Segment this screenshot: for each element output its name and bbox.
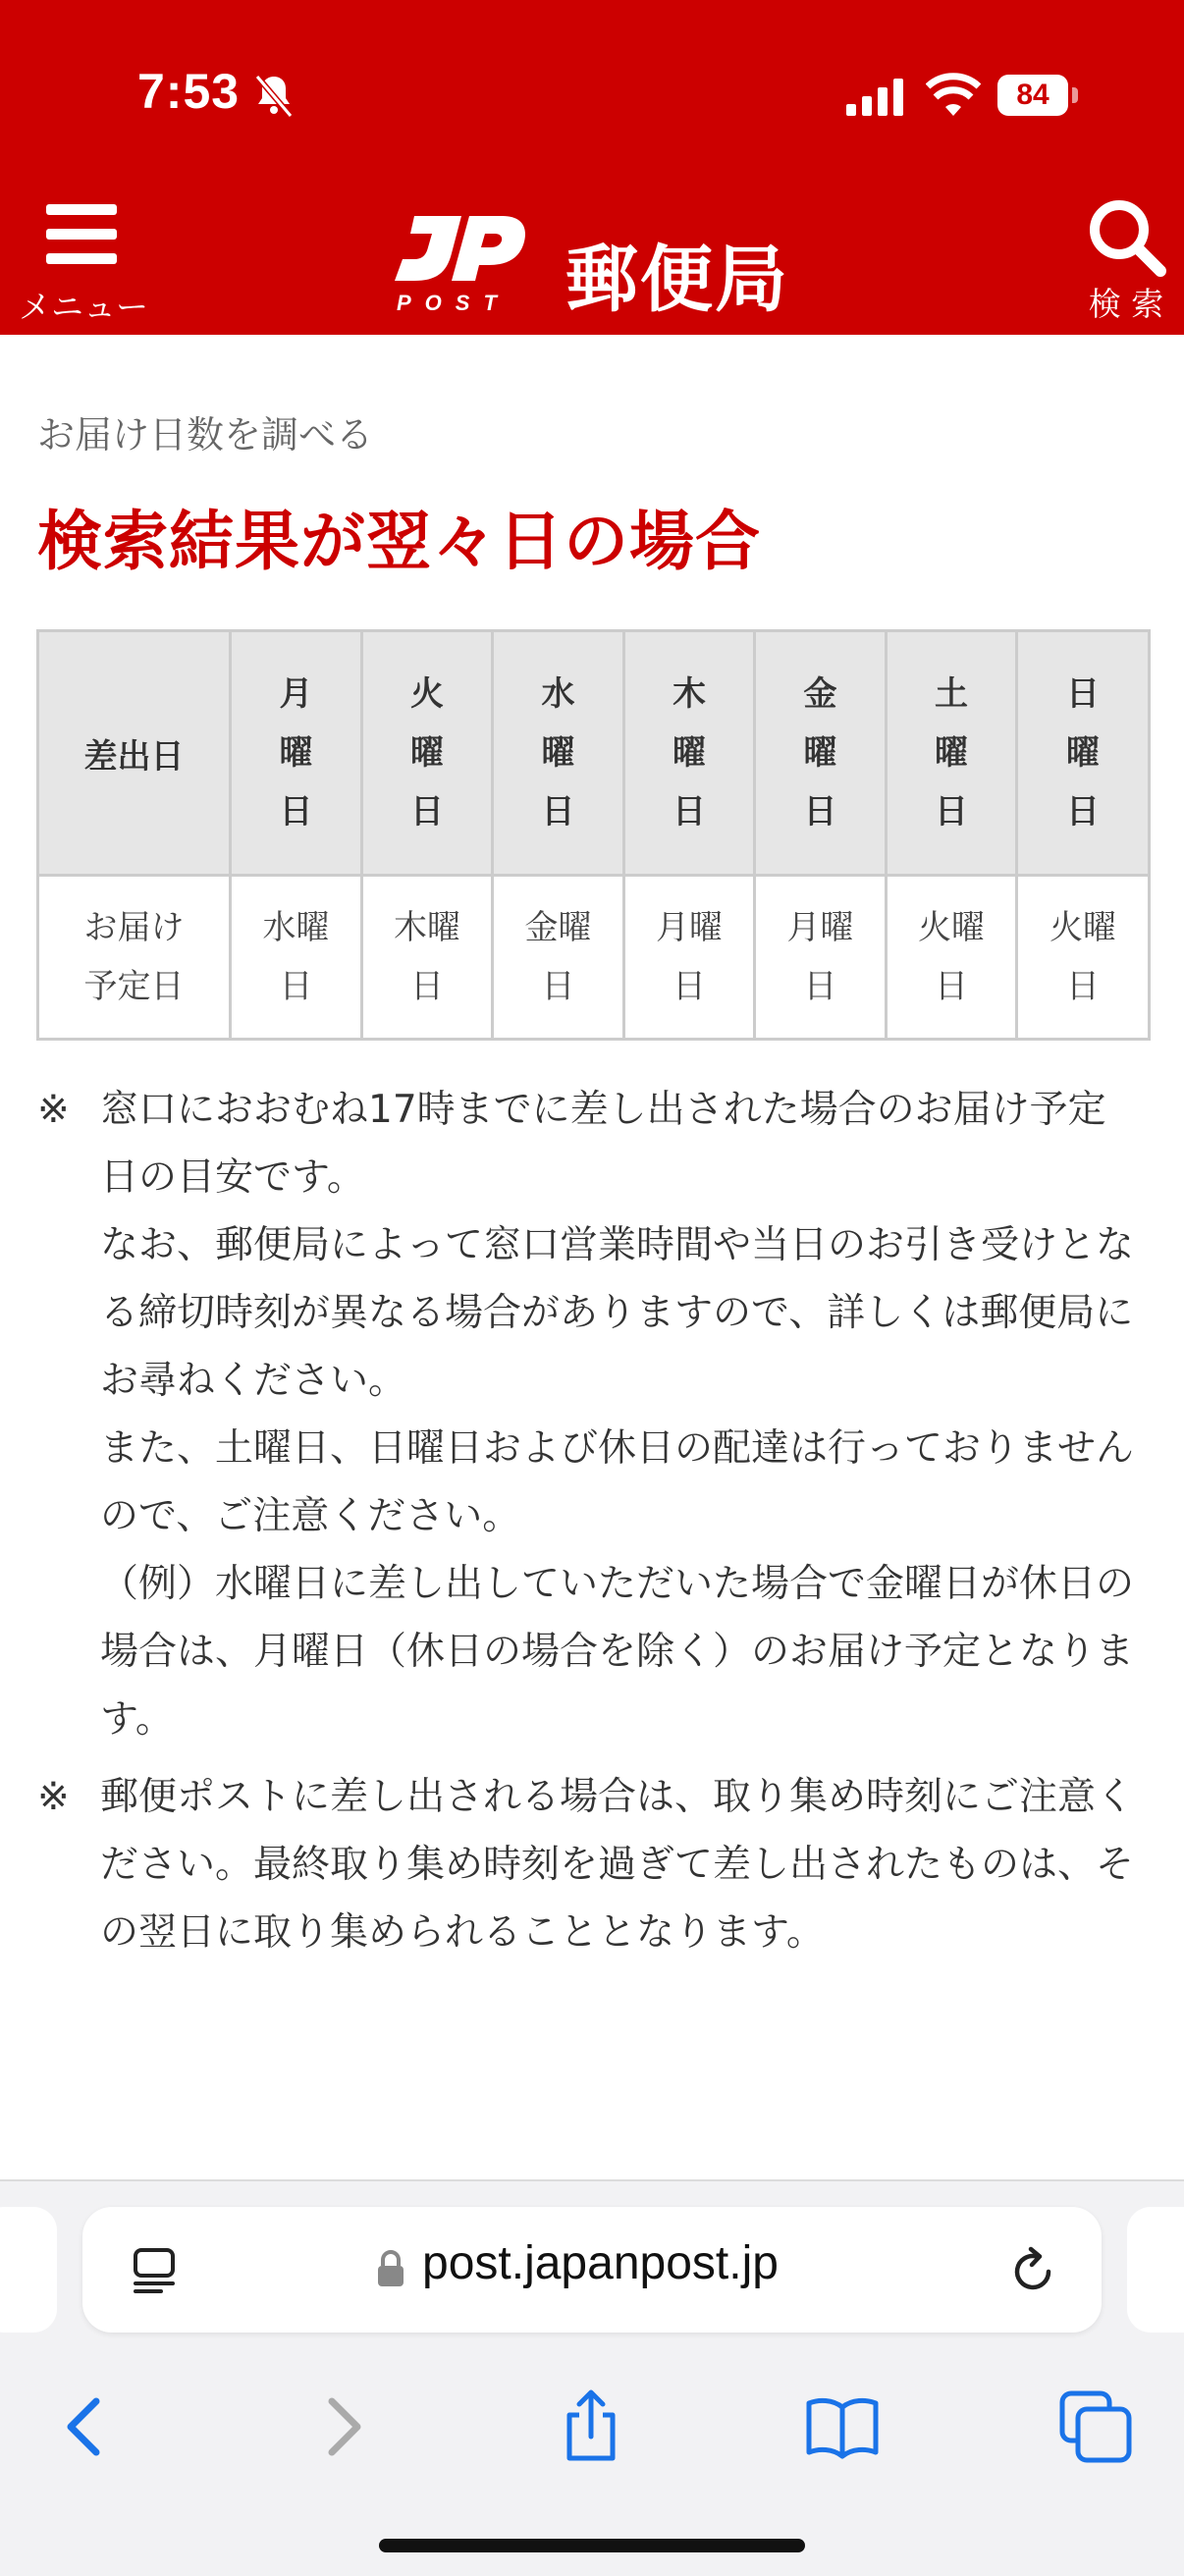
note-text: また、土曜日、日曜日および休日の配達は行っておりませんので、ご注意ください。 bbox=[100, 1426, 1135, 1538]
battery-indicator bbox=[997, 75, 1076, 116]
address-bar[interactable] bbox=[82, 2207, 1102, 2333]
reader-icon[interactable] bbox=[130, 2246, 179, 2295]
day-header: 金曜日 bbox=[755, 631, 887, 876]
bell-slash-icon bbox=[249, 71, 298, 120]
day-header: 月曜日 bbox=[231, 631, 362, 876]
delivery-day-cell: 火曜日 bbox=[887, 876, 1017, 1040]
search-label: 検 索 bbox=[1088, 285, 1164, 323]
day-header: 木曜日 bbox=[624, 631, 755, 876]
day-header: 土曜日 bbox=[887, 631, 1017, 876]
notes bbox=[37, 1076, 1137, 1976]
forward-icon[interactable] bbox=[302, 2388, 381, 2466]
search-button[interactable] bbox=[1068, 196, 1184, 324]
jp-post-logo-icon bbox=[393, 216, 530, 314]
delivery-day-cell: 木曜日 bbox=[362, 876, 493, 1040]
logo-text: 郵便局 bbox=[565, 238, 789, 322]
svg-text:POST: POST bbox=[397, 291, 511, 314]
previous-tab-preview[interactable] bbox=[0, 2207, 57, 2333]
menu-button[interactable] bbox=[10, 201, 157, 324]
day-header: 水曜日 bbox=[493, 631, 624, 876]
tabs-icon[interactable] bbox=[1056, 2388, 1135, 2466]
breadcrumb: お届け日数を調べる bbox=[37, 413, 374, 456]
back-icon[interactable] bbox=[47, 2388, 126, 2466]
wifi-icon bbox=[926, 73, 981, 118]
home-indicator bbox=[379, 2539, 805, 2552]
note-item bbox=[37, 1076, 1137, 1753]
bookmarks-icon[interactable] bbox=[803, 2388, 882, 2466]
send-day-header: 差出日 bbox=[38, 631, 231, 876]
menu-label: メニュー bbox=[19, 288, 148, 326]
search-icon bbox=[1086, 196, 1166, 277]
signal-icon bbox=[846, 79, 905, 116]
delivery-day-cell: 火曜日 bbox=[1017, 876, 1150, 1040]
next-tab-preview[interactable] bbox=[1127, 2207, 1184, 2333]
day-header: 火曜日 bbox=[362, 631, 493, 876]
delivery-day-cell: 金曜日 bbox=[493, 876, 624, 1040]
note-mark: ※ bbox=[37, 1775, 70, 1819]
battery-tip bbox=[1072, 87, 1078, 103]
browser-chrome bbox=[0, 2179, 1184, 2576]
delivery-day-cell: 月曜日 bbox=[755, 876, 887, 1040]
reload-icon[interactable] bbox=[1007, 2246, 1058, 2297]
note-text: （例）水曜日に差し出していただいた場合で金曜日が休日の場合は、月曜日（休日の場合を除く）のお届け予定となります。 bbox=[100, 1562, 1135, 1742]
note-text: 郵便ポストに差し出される場合は、取り集め時刻にご注意ください。最終取り集め時刻を過ぎて差し出されたものは、その翌日に取り集められることとなります。 bbox=[100, 1775, 1135, 1955]
browser-toolbar bbox=[0, 2368, 1184, 2486]
share-icon[interactable] bbox=[552, 2388, 630, 2466]
japan-post-logo[interactable] bbox=[393, 216, 805, 322]
url-text[interactable]: post.japanpost.jp bbox=[422, 2237, 779, 2289]
delivery-day-cell: 水曜日 bbox=[231, 876, 362, 1040]
table-row bbox=[38, 876, 1150, 1040]
lock-icon bbox=[377, 2250, 404, 2287]
page-title: 検索結果が翌々日の場合 bbox=[37, 504, 761, 579]
note-mark: ※ bbox=[37, 1088, 70, 1132]
note-text: なお、郵便局によって窓口営業時間や当日のお引き受けとなる締切時刻が異なる場合がありますので、詳しくは郵便局にお尋ねください。 bbox=[100, 1223, 1135, 1403]
delivery-day-header: お届け予定日 bbox=[38, 876, 231, 1040]
note-text: 窓口におおむね17時までに差し出された場合のお届け予定日の目安です。 bbox=[100, 1088, 1106, 1200]
table-header-row bbox=[38, 631, 1150, 876]
header-bar bbox=[0, 0, 1184, 335]
battery-level: 84 bbox=[997, 75, 1068, 116]
delivery-table bbox=[36, 629, 1151, 1041]
hamburger-icon bbox=[46, 204, 117, 265]
note-item bbox=[37, 1763, 1137, 1966]
delivery-day-cell: 月曜日 bbox=[624, 876, 755, 1040]
day-header: 日曜日 bbox=[1017, 631, 1150, 876]
status-time: 7:53 bbox=[137, 64, 241, 119]
